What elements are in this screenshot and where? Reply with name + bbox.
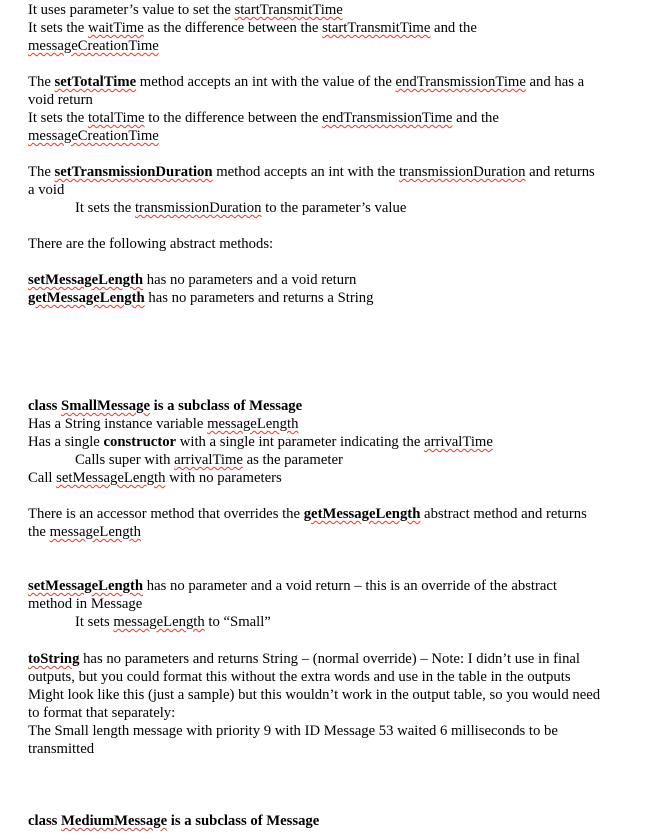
indented-line: [28, 614, 271, 630]
text-run: Has a String instance variable: [28, 416, 208, 432]
text-run: Calls super with: [75, 452, 175, 468]
misspelled-word: totalTime: [87, 110, 145, 126]
text-run: void return: [28, 92, 93, 108]
class-keyword: class: [28, 813, 62, 829]
misspelled-word: endTransmissionTime: [322, 110, 453, 126]
text-run: The: [28, 74, 55, 90]
text-run: The Small length message with priority 9 with ID Message 53 waited 6 milliseconds to be: [28, 723, 558, 739]
text-run: Has a single: [28, 434, 104, 450]
constructor-keyword: constructor: [103, 434, 177, 450]
text-run: a void: [28, 182, 65, 198]
misspelled-word: endTransmissionTime: [395, 74, 526, 90]
text-run: to the parameter’s value: [261, 200, 407, 216]
text-run: to format that separately:: [28, 705, 176, 721]
to-string-paragraph: [28, 650, 638, 758]
method-name: getMessageLength: [303, 506, 421, 522]
misspelled-word: messageCreationTime: [28, 128, 159, 144]
text-run: to the difference between the: [144, 110, 323, 126]
misspelled-word: startTransmitTime: [234, 2, 343, 18]
text-run: It sets the: [28, 110, 88, 126]
text-run: and has a: [525, 74, 585, 90]
small-message-class: [28, 397, 638, 487]
misspelled-word: messageLength: [49, 524, 141, 540]
paragraph-set-total-time: [28, 73, 638, 145]
indented-line: [28, 200, 406, 216]
method-name: getMessageLength: [28, 290, 145, 306]
text-run: and the: [452, 110, 499, 126]
misspelled-word: messageCreationTime: [28, 38, 159, 54]
text-run: method accepts an int with the value of the: [136, 74, 396, 90]
misspelled-word: arrivalTime: [174, 452, 243, 468]
text-run: with no parameters: [165, 470, 282, 486]
method-name: setMessageLength: [28, 272, 144, 288]
text-run: as the parameter: [242, 452, 343, 468]
class-name: SmallMessage: [61, 398, 150, 414]
text-run: and returns: [525, 164, 595, 180]
method-name: setMessageLength: [28, 578, 144, 594]
text-run: The: [28, 164, 55, 180]
misspelled-word: waitTime: [87, 20, 144, 36]
text-run: It sets the: [28, 20, 88, 36]
text-run: There is an accessor method that overrides the: [28, 506, 304, 522]
text-run: abstract method and returns: [420, 506, 587, 522]
indented-line: [28, 452, 343, 468]
text-run: Might look like this (just a sample) but this wouldn’t work in the output table, so you would need: [28, 687, 601, 703]
accessor-paragraph: [28, 505, 638, 541]
text-run: has no parameter and a void return – this is an override of the abstract: [143, 578, 558, 594]
abstract-methods-list: [28, 271, 638, 307]
misspelled-word: arrivalTime: [424, 434, 493, 450]
text-run: to “Small”: [204, 614, 271, 630]
misspelled-word: transmissionDuration: [398, 164, 526, 180]
set-message-length-paragraph: [28, 577, 638, 631]
text-run: Call: [28, 470, 57, 486]
text-run: method in Message: [28, 596, 143, 612]
text-run: has no parameters and returns a String: [144, 290, 374, 306]
misspelled-word: transmissionDuration: [134, 200, 262, 216]
method-name: setTotalTime: [54, 74, 137, 90]
paragraph-set-transmission-duration: [28, 163, 638, 217]
class-keyword: class: [28, 398, 62, 414]
text-run: transmitted: [28, 741, 95, 757]
method-name: toString: [28, 651, 80, 667]
text-run: has no parameters and returns String – (normal override) – Note: I didn’t use in final: [79, 651, 581, 667]
paragraph-start-transmit: [28, 1, 638, 55]
abstract-methods-heading: There are the following abstract methods:: [28, 236, 274, 252]
class-name: MediumMessage: [61, 813, 168, 829]
text-run: method accepts an int with the: [212, 164, 399, 180]
text-run: has no parameters and a void return: [143, 272, 357, 288]
misspelled-word: messageLength: [207, 416, 299, 432]
class-description: is a subclass of Message: [149, 398, 303, 414]
misspelled-word: messageLength: [113, 614, 205, 630]
medium-message-class: [28, 812, 638, 830]
text-run: It uses parameter’s value to set the: [28, 2, 235, 18]
text-run: It sets the: [75, 200, 135, 216]
class-description: is a subclass of Message: [167, 813, 320, 829]
method-name: setTransmissionDuration: [54, 164, 213, 180]
text-run: with a single int parameter indicating the: [176, 434, 425, 450]
misspelled-word: setMessageLength: [56, 470, 166, 486]
text-run: outputs, but you could format this without the extra words and use in the table in the outputs: [28, 669, 571, 685]
text-run: as the difference between the: [143, 20, 323, 36]
misspelled-word: startTransmitTime: [322, 20, 431, 36]
text-run: and the: [430, 20, 477, 36]
text-run: It sets: [75, 614, 114, 630]
text-run: the: [28, 524, 50, 540]
